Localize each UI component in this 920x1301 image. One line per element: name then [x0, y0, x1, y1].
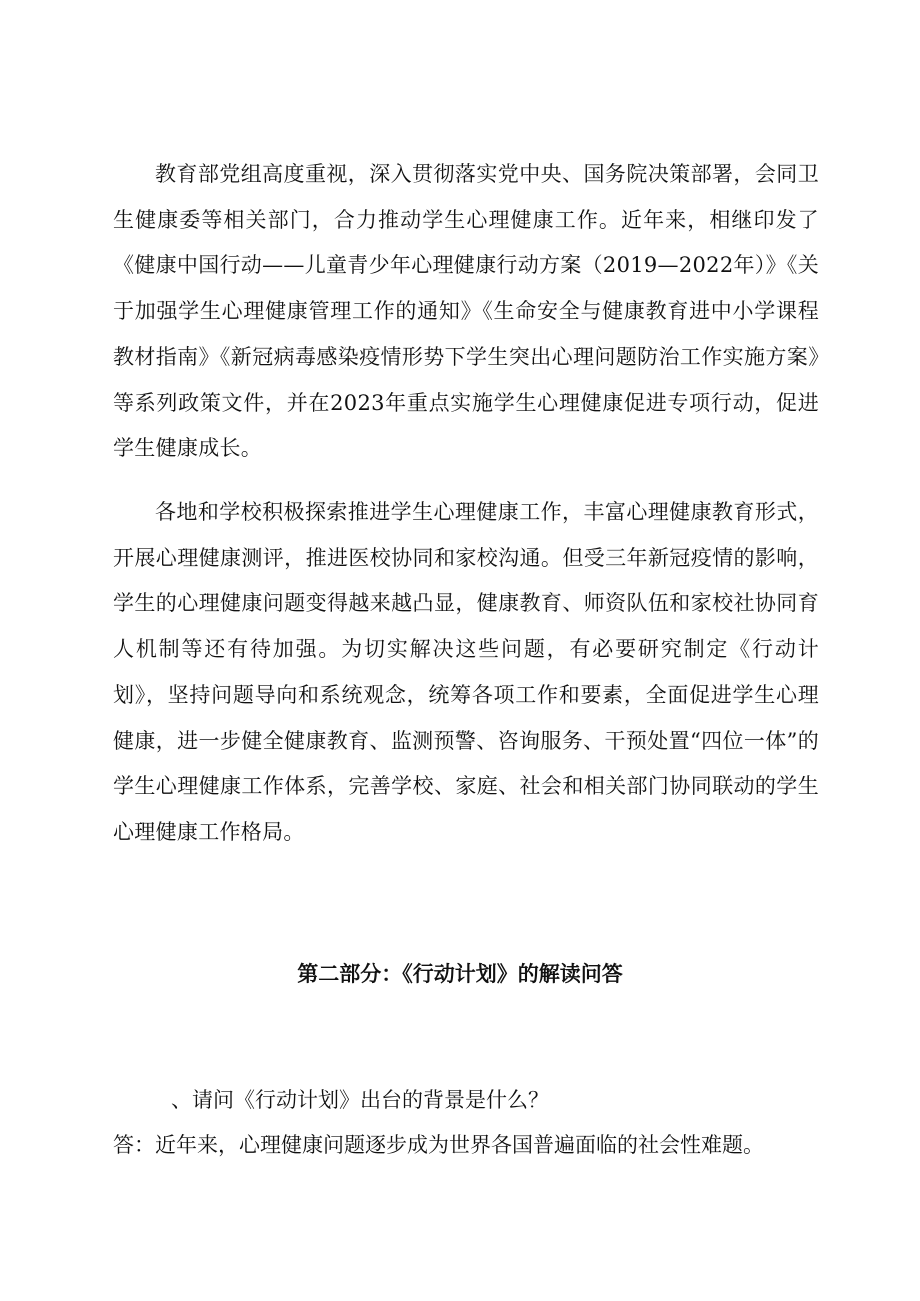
question-text: 、请问《行动计划》出台的背景是什么？	[171, 1088, 549, 1112]
paragraph-policy-background: 教育部党组高度重视，深入贯彻落实党中央、国务院决策部署，会同卫生健康委等相关部门，合力推动学生心理健康工作。近年来，相继印发了《健康中国行动——儿童青少年心理健康行动方案（2019—2022年）》《关于加强学生心理健康管理工作的通知》《生命安全与健康教育进中小学课程教材指南》《新冠病毒感染疫情形势下学生突出心理问题防治工作实施方案》等系列政策文件，并在2023年重点实施学生心理健康促进专项行动，促进学生健康成长。	[113, 162, 819, 461]
paragraph-local-practice: 各地和学校积极探索推进学生心理健康工作，丰富心理健康教育形式，开展心理健康测评，推进医校协同和家校沟通。但受三年新冠疫情的影响，学生的心理健康问题变得越来越凸显，健康教育、师资队伍和家校社协同育人机制等还有待加强。为切实解决这些问题，有必要研究制定《行动计划》，坚持问题导向和系统观念，统筹各项工作和要素，全面促进学生心理健康，进一步健全健康教育、监测预警、咨询服务、干预处置“四位一体”的学生心理健康工作体系，完善学校、家庭、社会和相关部门协同联动的学生心理健康工作格局。	[113, 500, 819, 844]
section-heading: 第二部分：《行动计划》的解读问答	[297, 962, 623, 986]
answer-text: 答：近年来，心理健康问题逐步成为世界各国普遍面临的社会性难题。	[113, 1133, 764, 1157]
